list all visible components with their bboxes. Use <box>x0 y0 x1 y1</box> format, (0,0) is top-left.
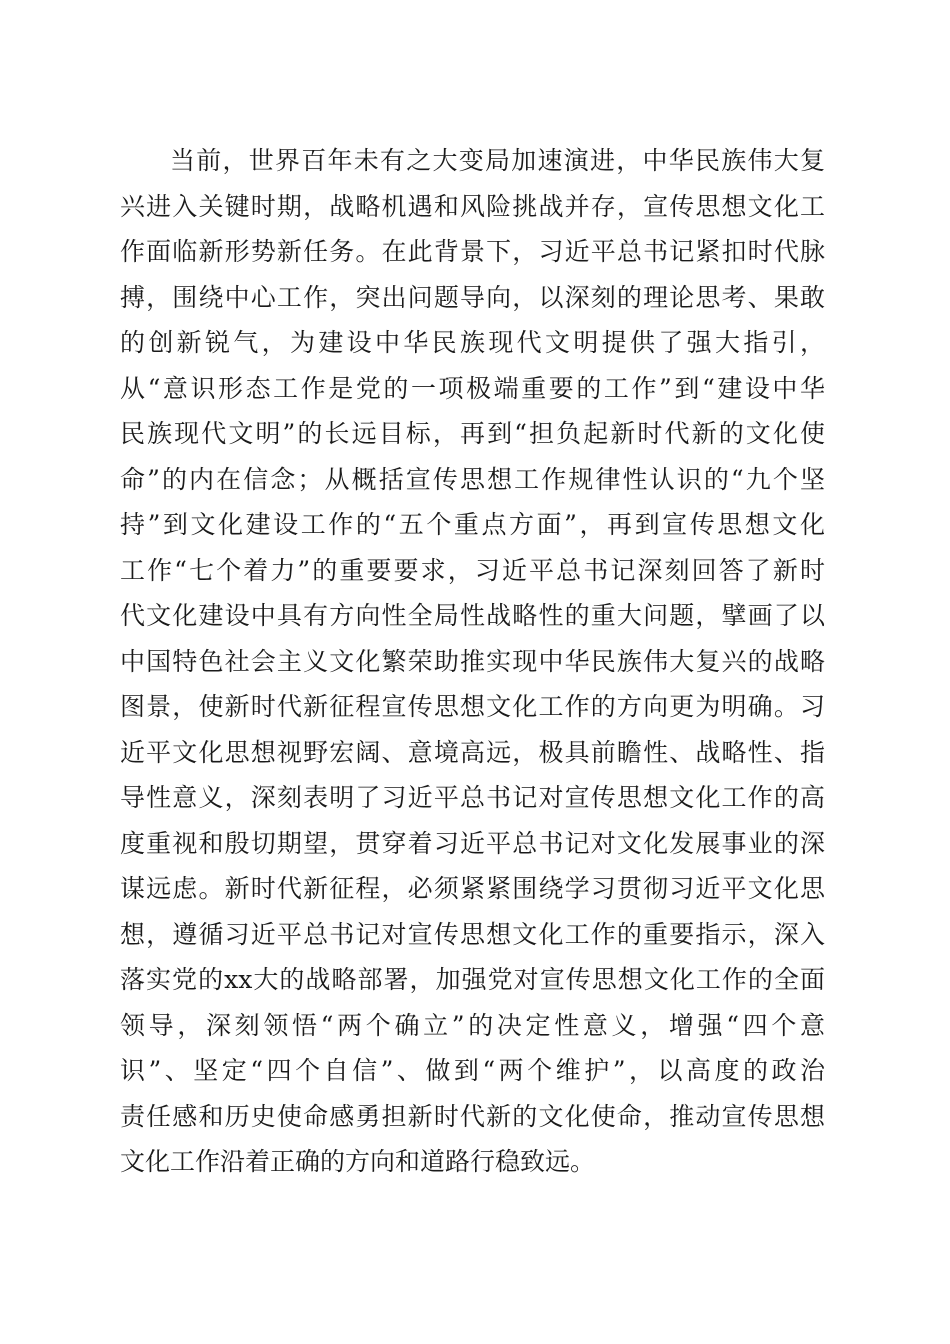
paragraph-line: 民族现代文明”的长远目标，再到“担负起新时代新的文化使 <box>120 419 825 448</box>
paragraph-line: 领导，深刻领悟“两个确立”的决定性意义，增强“四个意 <box>120 1010 825 1040</box>
body-paragraph <box>120 138 825 1185</box>
paragraph-line: 兴进入关键时期，战略机遇和风险挑战并存，宣传思想文化工 <box>120 191 825 221</box>
paragraph-line: 图景，使新时代新征程宣传思想文化工作的方向更为明确。习 <box>120 692 825 721</box>
paragraph-line: 想，遵循习近平总书记对宣传思想文化工作的重要指示，深入 <box>120 919 825 949</box>
paragraph-line: 识”、坚定“四个自信”、做到“两个维护”，以高度的政治 <box>120 1056 825 1085</box>
paragraph-line: 谋远虑。新时代新征程，必须紧紧围绕学习贯彻习近平文化思 <box>120 874 825 903</box>
paragraph-line: 导性意义，深刻表明了习近平总书记对宣传思想文化工作的高 <box>120 783 825 812</box>
paragraph-line: 文化工作沿着正确的方向和道路行稳致远。 <box>120 1147 596 1176</box>
paragraph-line: 代文化建设中具有方向性全局性战略性的重大问题，擘画了以 <box>120 601 825 630</box>
paragraph-line: 工作“七个着力”的重要要求，习近平总书记深刻回答了新时 <box>120 555 825 585</box>
paragraph-line: 持”到文化建设工作的“五个重点方面”，再到宣传思想文化 <box>120 510 825 539</box>
paragraph-line: 近平文化思想视野宏阔、意境高远，极具前瞻性、战略性、指 <box>120 737 825 767</box>
paragraph-line: 作面临新形势新任务。在此背景下，习近平总书记紧扣时代脉 <box>120 237 825 266</box>
paragraph-line: 命”的内在信念；从概括宣传思想工作规律性认识的“九个坚 <box>120 464 825 494</box>
paragraph-line: 从“意识形态工作是党的一项极端重要的工作”到“建设中华 <box>120 373 825 403</box>
paragraph-line: 度重视和殷切期望，贯穿着习近平总书记对文化发展事业的深 <box>120 828 825 858</box>
paragraph-line: 落实党的xx大的战略部署，加强党对宣传思想文化工作的全面 <box>120 965 825 994</box>
paragraph-line: 中国特色社会主义文化繁荣助推实现中华民族伟大复兴的战略 <box>120 646 825 676</box>
paragraph-line: 搏，围绕中心工作，突出问题导向，以深刻的理论思考、果敢 <box>120 282 825 312</box>
paragraph-line: 的创新锐气，为建设中华民族现代文明提供了强大指引， <box>120 328 825 357</box>
paragraph-line: 当前，世界百年未有之大变局加速演进，中华民族伟大复 <box>170 146 825 175</box>
paragraph-line: 责任感和历史使命感勇担新时代新的文化使命，推动宣传思想 <box>120 1101 825 1131</box>
